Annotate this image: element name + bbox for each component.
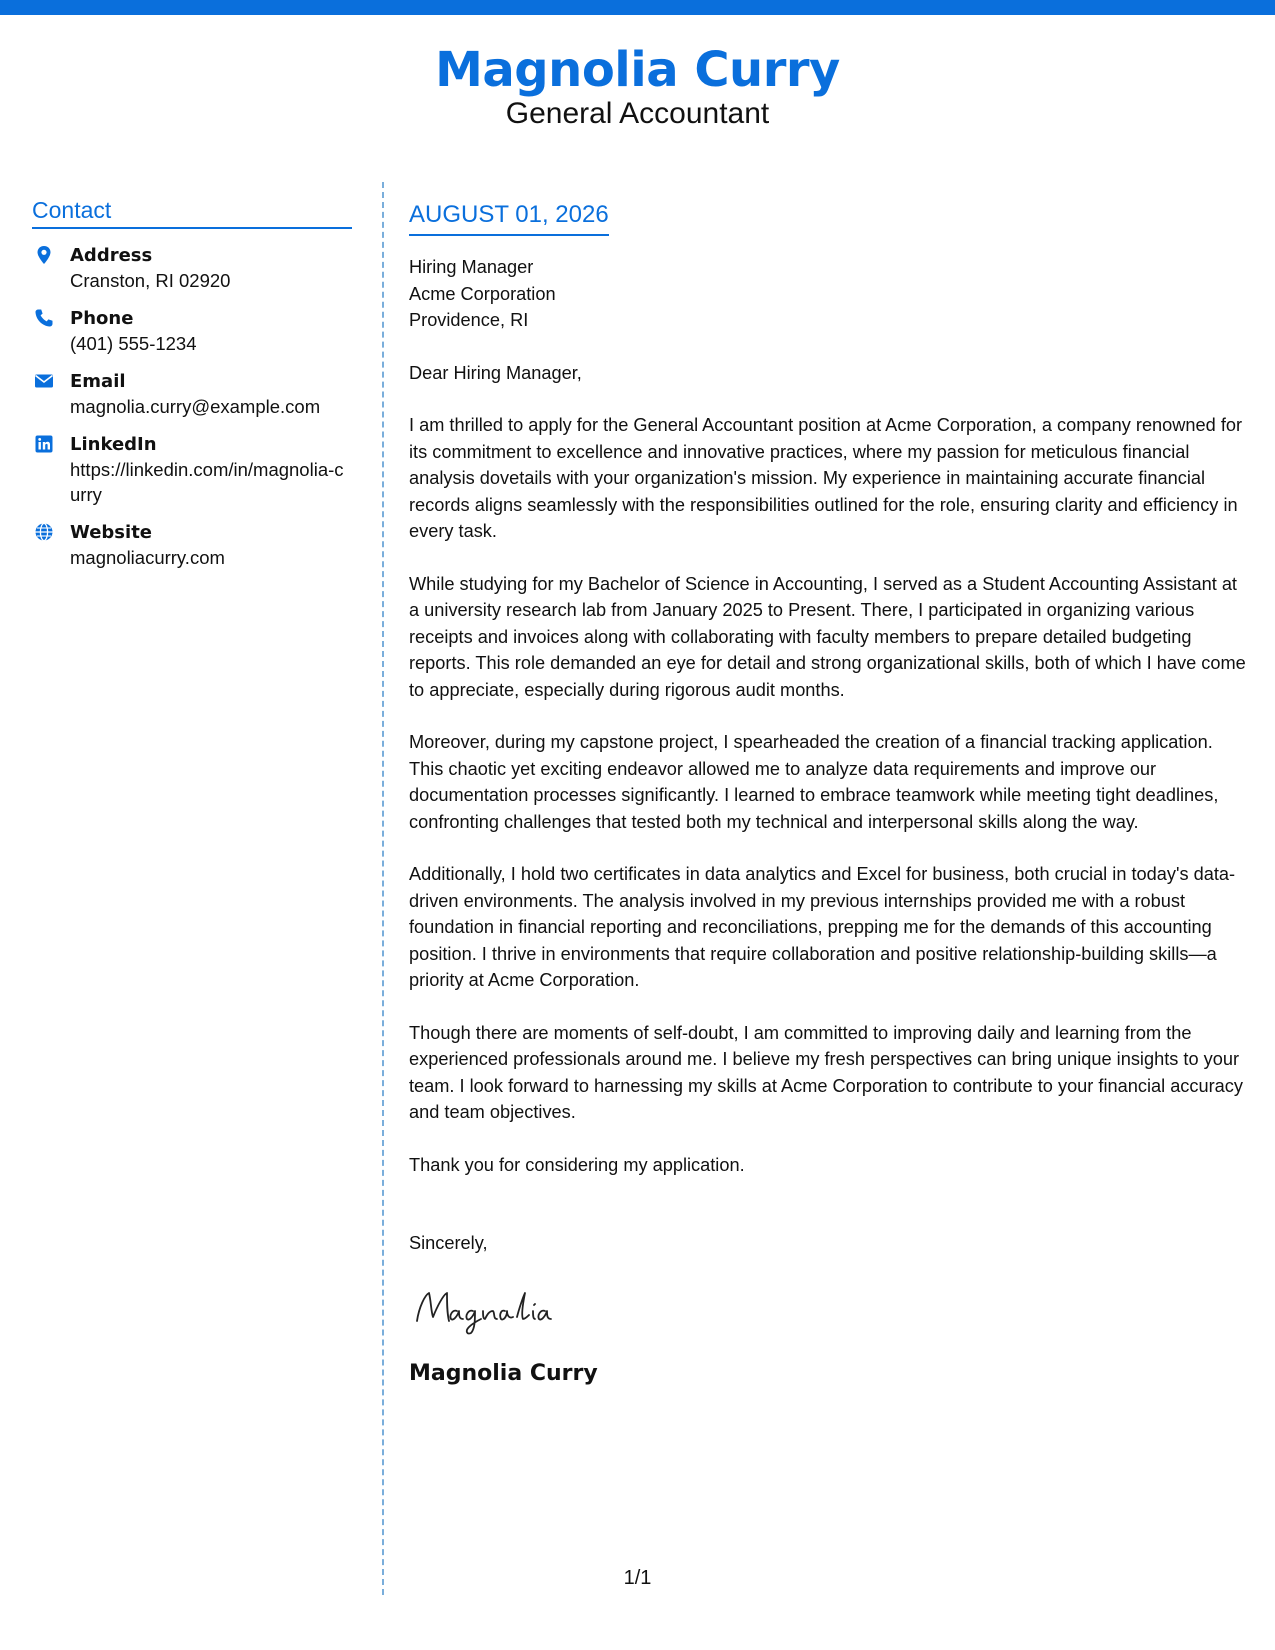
recipient-line: Providence, RI (409, 310, 529, 330)
contact-item-address (32, 243, 352, 293)
job-title: General Accountant (505, 97, 770, 130)
signed-name: Magnolia Curry (409, 1360, 598, 1386)
contact-label: Email (70, 371, 126, 392)
letter-paragraph: Thank you for considering my application. (409, 1154, 745, 1175)
letter-paragraph: Additionally, I hold two certificates in data analytics and Excel for business, both crucial in today's data-driven environments. The analysis involved in my previous internships provided me with a robust foundation in financial reporting and reconciliations, prepping me for the demands of this accounting position. I thrive in environments that require collaboration and positive relationship-building skills—a priority at Acme Corporation. (409, 864, 1236, 990)
contact-item-linkedin (32, 432, 352, 507)
page-number: 1/1 (623, 1567, 652, 1589)
contact-sidebar (32, 195, 352, 583)
contact-item-email (32, 369, 352, 419)
letter-paragraph: I am thrilled to apply for the General Accountant position at Acme Corporation, a company renowned for its commitment to excellence and innovative practices, where my passion for meticulous financial analysis dovetails with your organization's mission. My experience in maintaining accurate financial records aligns seamlessly with the responsibilities outlined for the role, ensuring clarity and efficiency in every task. (409, 415, 1243, 541)
contact-label: Address (70, 245, 153, 266)
header (0, 40, 1275, 132)
letter-date: AUGUST 01, 2026 (409, 198, 609, 236)
letter-paragraph: Moreover, during my capstone project, I spearheaded the creation of a financial tracking application. This chaotic yet exciting endeavor allowed me to analyze data requirements and improve our documentation processes significantly. I learned to embrace teamwork while meeting tight deadlines, confronting challenges that tested both my technical and interpersonal skills along the way. (409, 732, 1219, 832)
phone-icon (34, 308, 54, 328)
contact-value: https://linkedin.com/in/magnolia-curry (70, 459, 344, 505)
salutation: Dear Hiring Manager, (409, 362, 582, 383)
recipient-line: Acme Corporation (409, 283, 556, 304)
contact-item-phone (32, 306, 352, 356)
closing: Sincerely, (409, 1233, 488, 1253)
letter-body (409, 198, 1251, 1389)
envelope-icon (34, 371, 54, 391)
letter-paragraph: While studying for my Bachelor of Science in Accounting, I served as a Student Accounting Assistant at a university research lab from January 2025 to Present. There, I participated in organizing various receipts and invoices along with collaborating with faculty members to prepare detailed budgeting reports. This role demanded an eye for detail and strong organizational skills, both of which I have come to appreciate, especially during rigorous audit months. (409, 573, 1246, 700)
contact-label: Website (70, 522, 153, 543)
column-divider (382, 182, 384, 1595)
top-accent-bar (0, 0, 1275, 15)
contact-item-website (32, 520, 352, 570)
handwritten-signature (409, 1277, 1251, 1341)
contact-heading: Contact (32, 195, 352, 229)
globe-icon (34, 522, 54, 542)
contact-value: (401) 555-1234 (70, 333, 197, 354)
recipient-block (409, 254, 1251, 334)
contact-list (32, 243, 352, 570)
contact-label: LinkedIn (70, 434, 157, 455)
map-pin-icon (34, 245, 54, 265)
letter-paragraph: Though there are moments of self-doubt, I am committed to improving daily and learning from the experienced professionals around me. I believe my fresh perspectives can bring unique insights to your team. I look forward to harnessing my skills at Acme Corporation to contribute to your financial accuracy and team objectives. (409, 1022, 1243, 1122)
contact-label: Phone (70, 308, 134, 329)
recipient-line: Hiring Manager (409, 257, 534, 277)
applicant-name: Magnolia Curry (435, 42, 840, 98)
contact-value: magnolia.curry@example.com (70, 396, 321, 417)
contact-value: Cranston, RI 02920 (70, 270, 231, 291)
linkedin-icon (34, 434, 54, 454)
contact-value: magnoliacurry.com (70, 547, 225, 568)
